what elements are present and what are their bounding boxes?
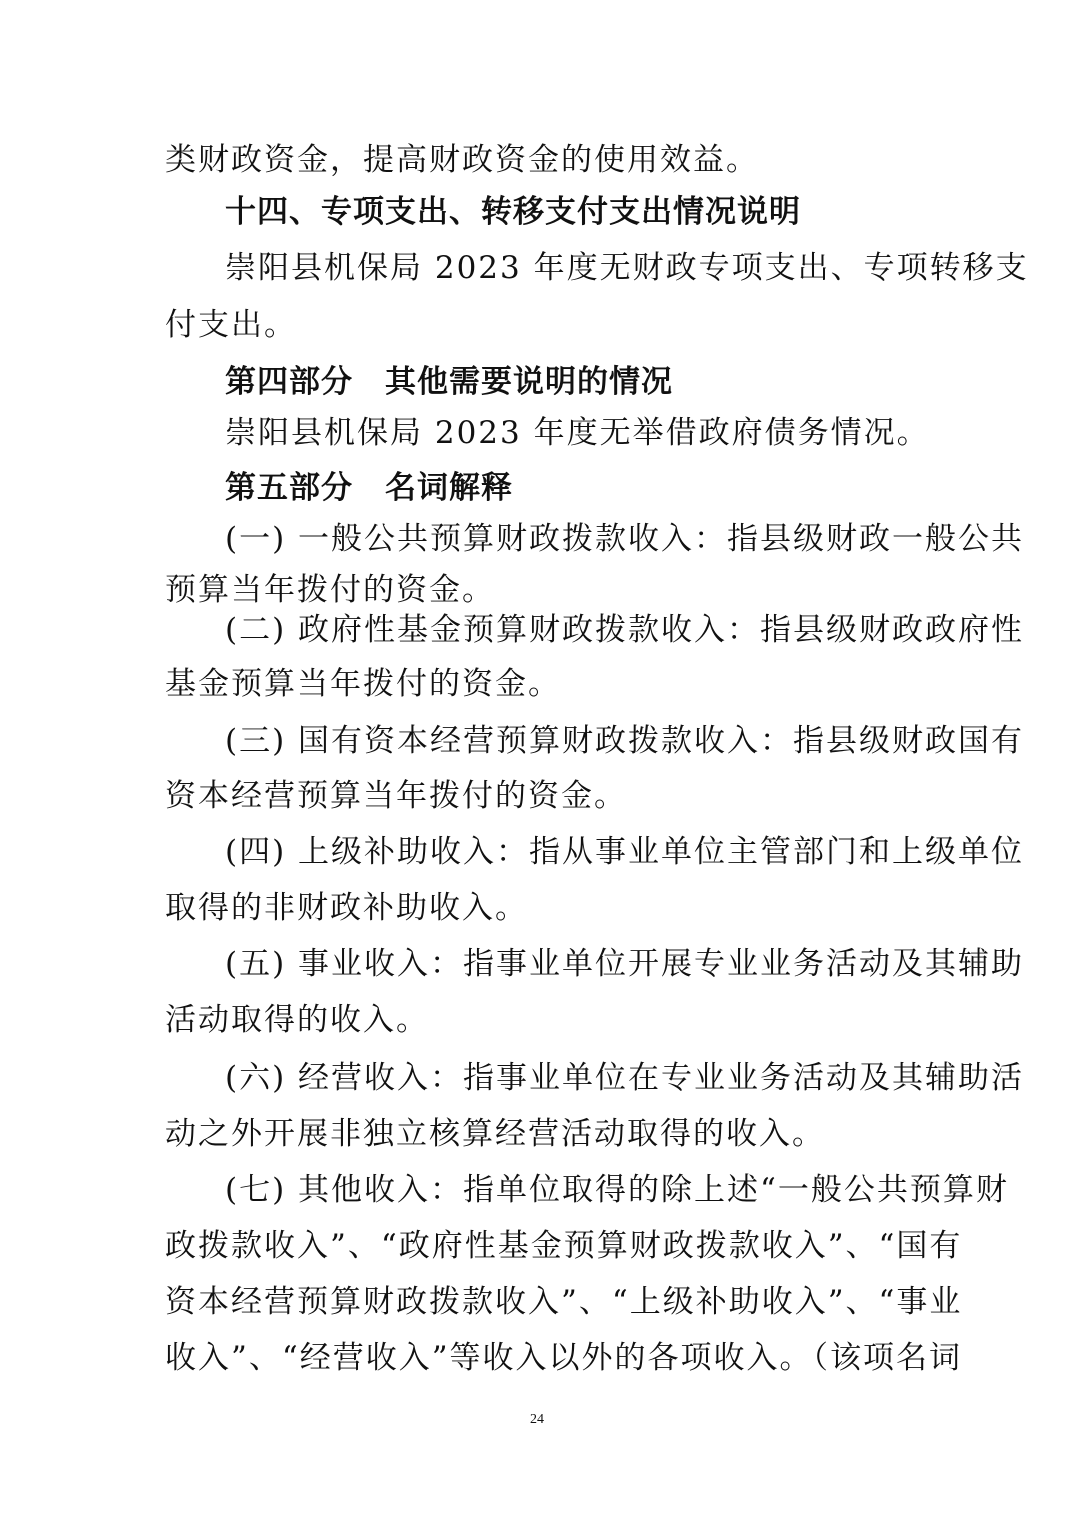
definition-line: 活动取得的收入。: [165, 1002, 429, 1038]
definition-line: 取得的非财政补助收入。: [165, 890, 528, 926]
definition-line: (二) 政府性基金预算财政拨款收入：指县级财政政府性: [225, 612, 1025, 648]
body-text-line: 付支出。: [165, 307, 297, 343]
part-heading: 第五部分 名词解释: [225, 470, 513, 506]
definition-line: 政拨款收入”、“政府性基金预算财政拨款收入”、“国有: [165, 1228, 963, 1264]
body-text-line: 崇阳县机保局 2023 年度无财政专项支出、专项转移支: [225, 250, 1029, 286]
definition-line: (三) 国有资本经营预算财政拨款收入：指县级财政国有: [225, 723, 1025, 759]
definition-line: 动之外开展非独立核算经营活动取得的收入。: [165, 1116, 825, 1152]
definition-line: (五) 事业收入：指事业单位开展专业业务活动及其辅助: [225, 946, 1025, 982]
definition-line: 资本经营预算当年拨付的资金。: [165, 778, 627, 814]
definition-line: (一) 一般公共预算财政拨款收入：指县级财政一般公共: [225, 521, 1025, 557]
definition-line: (六) 经营收入：指事业单位在专业业务活动及其辅助活: [225, 1060, 1025, 1096]
definition-line: 基金预算当年拨付的资金。: [165, 666, 561, 702]
definition-line: 资本经营预算财政拨款收入”、“上级补助收入”、“事业: [165, 1284, 963, 1320]
definition-line: (七) 其他收入：指单位取得的除上述“一般公共预算财: [225, 1172, 1009, 1208]
page-number: 24: [530, 1412, 544, 1427]
definition-line: 预算当年拨付的资金。: [165, 572, 495, 608]
body-text-line: 崇阳县机保局 2023 年度无举借政府债务情况。: [225, 415, 930, 451]
definition-line: 收入”、“经营收入”等收入以外的各项收入。（该项名词: [165, 1340, 963, 1376]
part-heading: 第四部分 其他需要说明的情况: [225, 364, 673, 400]
body-text-line: 类财政资金，提高财政资金的使用效益。: [165, 142, 759, 178]
section-heading: 十四、专项支出、转移支付支出情况说明: [225, 194, 801, 230]
definition-line: (四) 上级补助收入：指从事业单位主管部门和上级单位: [225, 834, 1025, 870]
